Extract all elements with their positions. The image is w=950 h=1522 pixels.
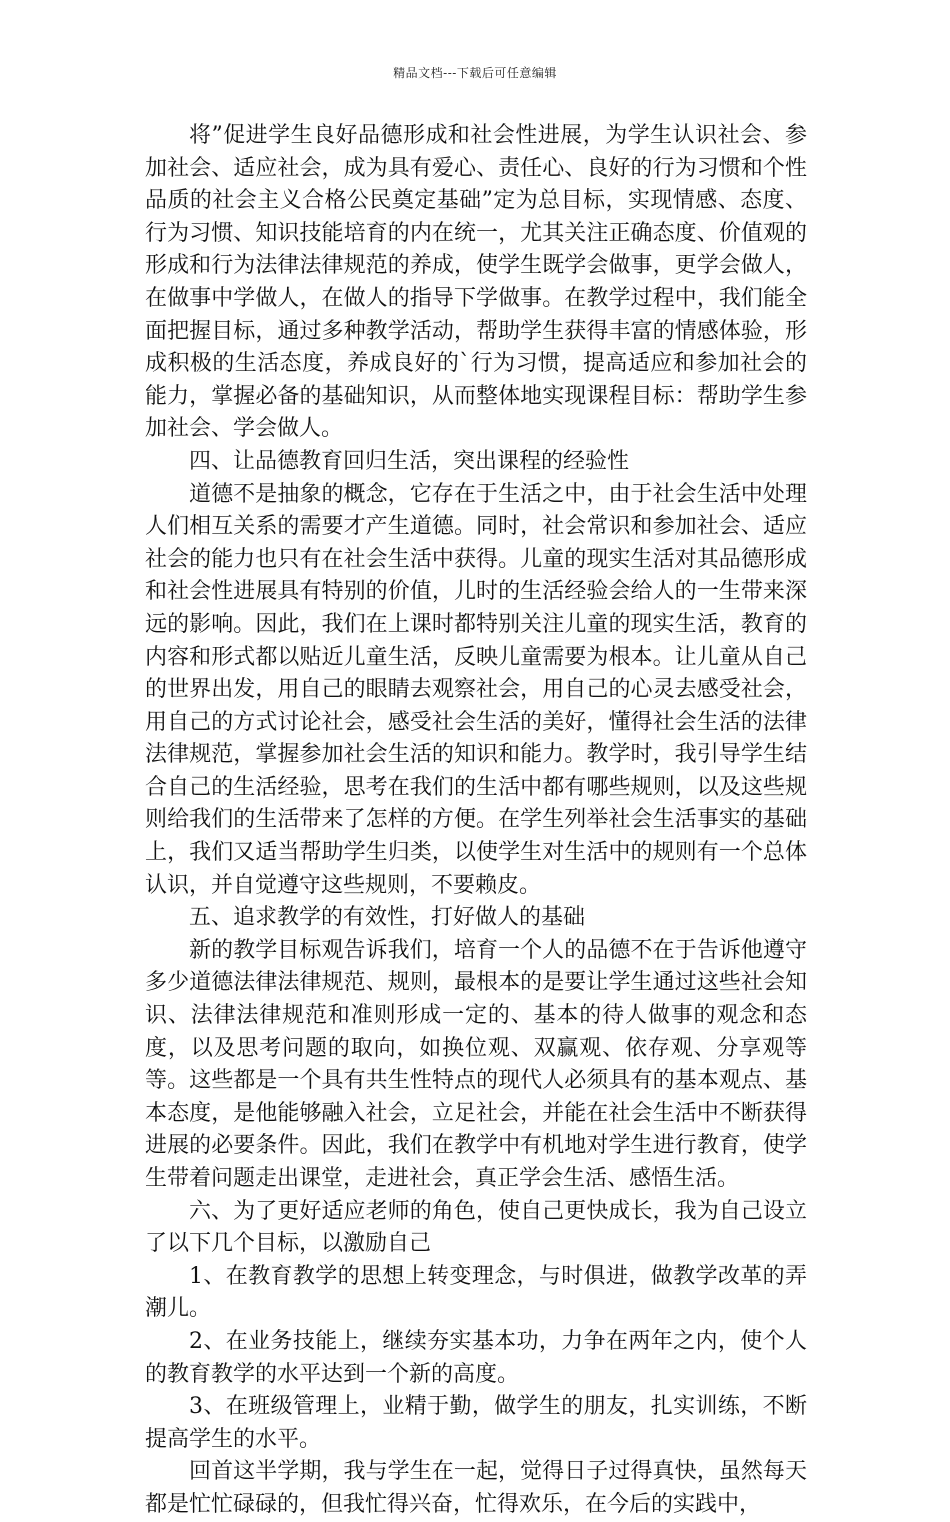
goal-item-3: 3、在班级管理上，业精于勤，做学生的朋友，扎实训练，不断提高学生的水平。: [145, 1394, 807, 1452]
paragraph-effectiveness: 新的教学目标观告诉我们，培育一个人的品德不在于告诉他遵守多少道德法律法律规范、规则，最根本的是要让学生通过这些社会知识、法律法律规范和准则形成一定的、基本的待人做事的观念和态度，以及思考问题的取向，如换位观、双赢观、依存观、分享观等等。这些都是一个具有共生性特点的现代人必须具有的基本观点、基本态度，是他能够融入社会，立足社会，并能在社会生活中不断获得进展的必要条件。因此，我们在教学中有机地对学生进行教育，使学生带着问题走出课堂，走进社会，真正学会生活、感悟生活。: [145, 937, 807, 1191]
section-heading-6: 六、为了更好适应老师的角色，使自己更快成长，我为自己设立了以下几个目标，以激励自己: [145, 1198, 807, 1257]
paragraph-reflection: 回首这半学期，我与学生在一起，觉得日子过得真快，虽然每天都是忙忙碌碌的，但我忙得兴奋，忙得欢乐，在今后的实践中，: [145, 1459, 807, 1517]
paragraph-life: 道德不是抽象的概念，它存在于生活之中，由于社会生活中处理人们相互关系的需要才产生道德。同时，社会常识和参加社会、适应社会的能力也只有在社会生活中获得。儿童的现实生活对其品德形成和社会性进展具有特别的价值，儿时的生活经验会给人的一生带来深远的影响。因此，我们在上课时都特别关注儿童的现实生活，教育的内容和形式都以贴近儿童生活，反映儿童需要为根本。让儿童从自己的世界出发，用自己的眼睛去观察社会，用自己的心灵去感受社会，用自己的方式讨论社会，感受社会生活的美好，懂得社会生活的法律法律规范，掌握参加社会生活的知识和能力。教学时，我引导学生结合自己的生活经验，思考在我们的生活中都有哪些规则，以及这些规则给我们的生活带来了怎样的方便。在学生列举社会生活事实的基础上，我们又适当帮助学生归类，以使学生对生活中的规则有一个总体认识，并自觉遵守这些规则，不要赖皮。: [145, 481, 807, 898]
goal-item-1: 1、在教育教学的思想上转变理念，与时俱进，做教学改革的弄潮儿。: [145, 1263, 807, 1322]
section-heading-5: 五、追求教学的有效性，打好做人的基础: [189, 905, 586, 931]
section-heading-4: 四、让品德教育回归生活，突出课程的经验性: [189, 448, 630, 474]
goal-item-2: 2、在业务技能上，继续夯实基本功，力争在两年之内，使个人的教育教学的水平达到一个新的高度。: [145, 1328, 807, 1387]
document-body: [145, 120, 807, 1522]
paragraph-goals: 将”促进学生良好品德形成和社会性进展，为学生认识社会、参加社会、适应社会，成为具有爱心、责任心、良好的行为习惯和个性品质的社会主义合格公民奠定基础”定为总目标，实现情感、态度、行为习惯、知识技能培育的内在统一，尤其关注正确态度、价值观的形成和行为法律法律规范的养成，使学生既学会做事，更学会做人，在做事中学做人，在做人的指导下学做事。在教学过程中，我们能全面把握目标，通过多种教学活动，帮助学生获得丰富的情感体验，形成积极的生活态度，养成良好的`行为习惯，提高适应和参加社会的能力，掌握必备的基础知识，从而整体地实现课程目标：帮助学生参加社会、学会做人。: [145, 123, 807, 442]
page-header: 精品文档---下载后可任意编辑: [393, 66, 557, 80]
